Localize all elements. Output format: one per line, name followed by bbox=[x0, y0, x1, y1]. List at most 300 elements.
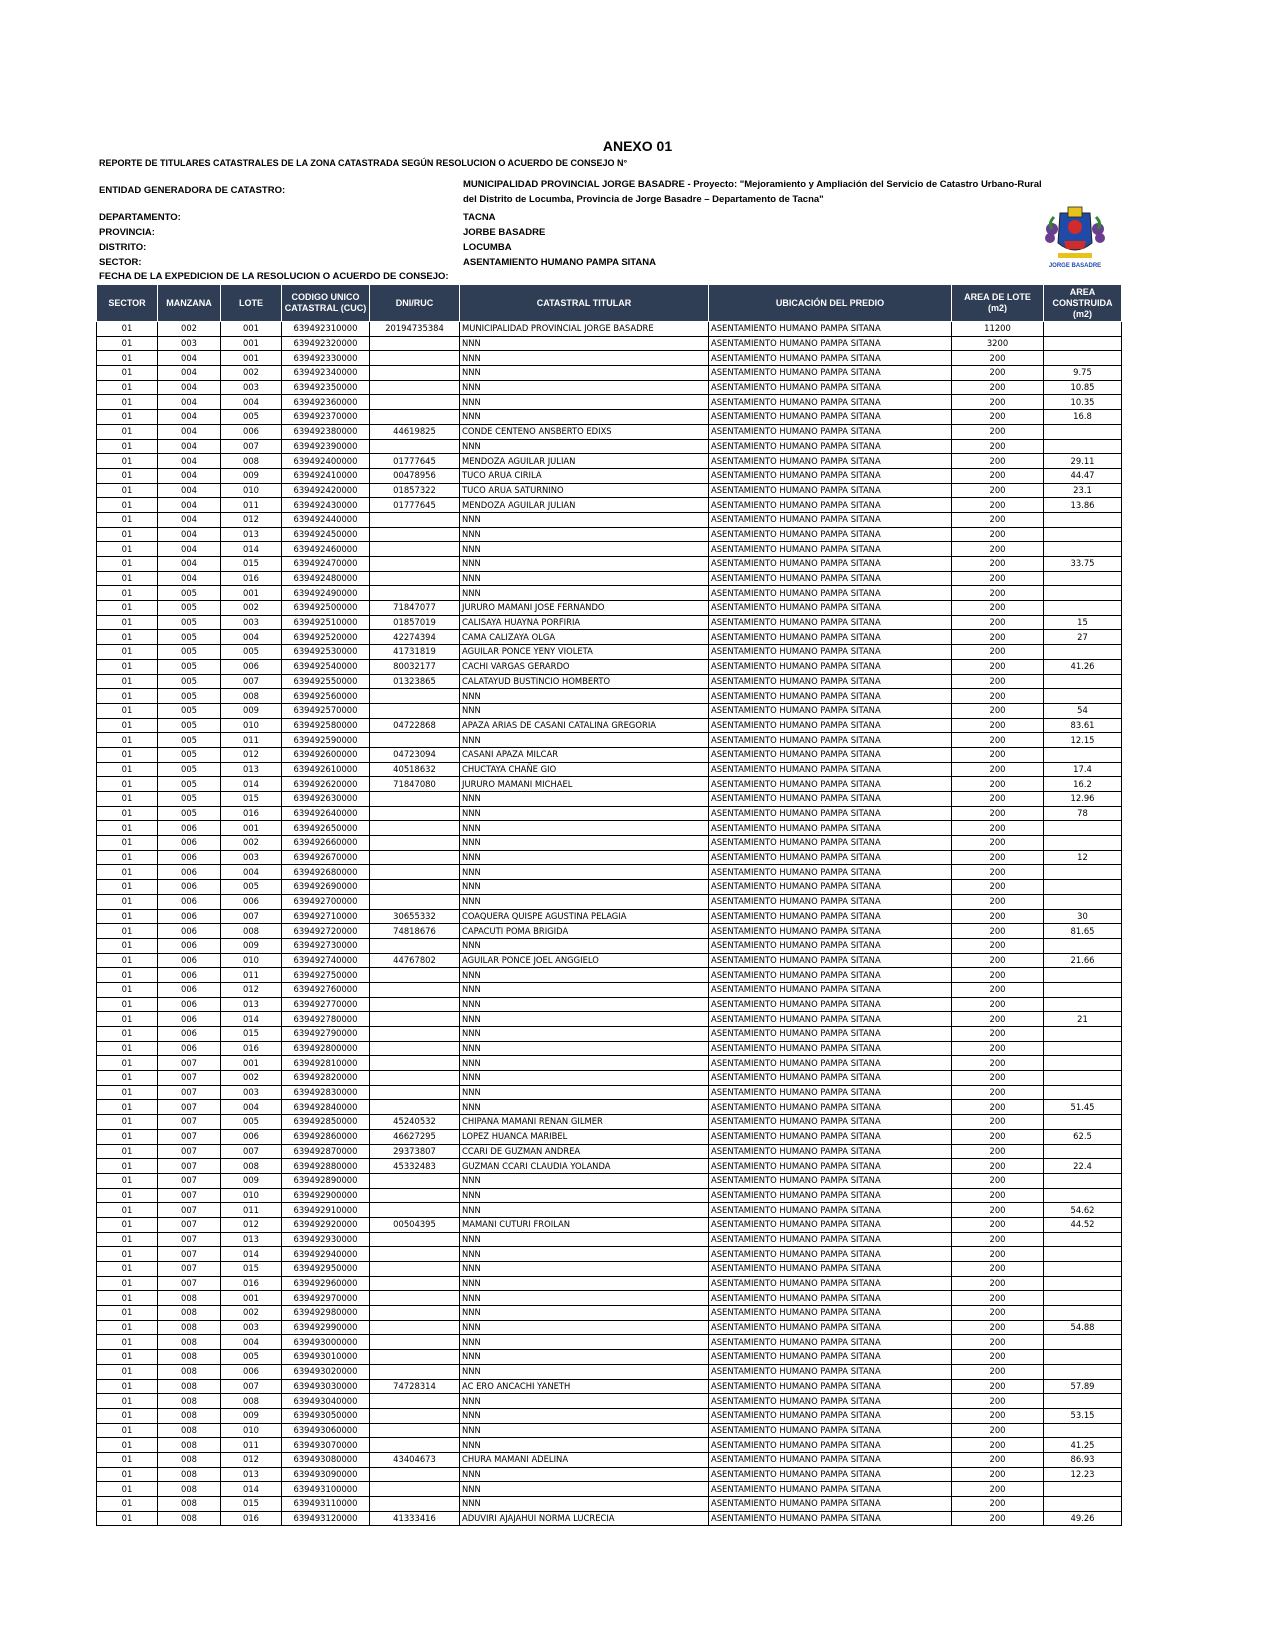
cell-ubicacion: ASENTAMIENTO HUMANO PAMPA SITANA bbox=[709, 380, 952, 395]
cell-sector: 01 bbox=[97, 924, 158, 939]
cell-cuc: 639492430000 bbox=[282, 498, 370, 513]
cell-ubicacion: ASENTAMIENTO HUMANO PAMPA SITANA bbox=[709, 1027, 952, 1042]
header-lote: LOTE bbox=[221, 285, 282, 322]
cell-titular: NNN bbox=[460, 1306, 709, 1321]
cell-manzana: 005 bbox=[158, 689, 221, 704]
table-row bbox=[97, 1159, 1122, 1174]
cell-lote: 003 bbox=[221, 380, 282, 395]
cell-dni-ruc bbox=[370, 557, 460, 572]
cell-area-construida bbox=[1044, 512, 1122, 527]
cell-ubicacion: ASENTAMIENTO HUMANO PAMPA SITANA bbox=[709, 424, 952, 439]
cell-manzana: 008 bbox=[158, 1364, 221, 1379]
cell-ubicacion: ASENTAMIENTO HUMANO PAMPA SITANA bbox=[709, 1364, 952, 1379]
table-row bbox=[97, 1217, 1122, 1232]
cell-dni-ruc: 01857019 bbox=[370, 615, 460, 630]
cell-area-construida: 86.93 bbox=[1044, 1452, 1122, 1467]
cell-area-lote: 200 bbox=[952, 1203, 1044, 1218]
cell-area-lote: 200 bbox=[952, 997, 1044, 1012]
cell-area-lote: 200 bbox=[952, 689, 1044, 704]
cell-lote: 007 bbox=[221, 1379, 282, 1394]
cell-dni-ruc: 74728314 bbox=[370, 1379, 460, 1394]
cell-lote: 016 bbox=[221, 1511, 282, 1526]
cell-sector: 01 bbox=[97, 1203, 158, 1218]
report-title: REPORTE DE TITULARES CATASTRALES DE LA ZONA CATASTRADA SEGÚN RESOLUCION O ACUERDO DE CONSEJO N° bbox=[99, 158, 628, 168]
cell-cuc: 639492720000 bbox=[282, 924, 370, 939]
table-row bbox=[97, 1115, 1122, 1130]
cell-sector: 01 bbox=[97, 571, 158, 586]
cell-cuc: 639492890000 bbox=[282, 1173, 370, 1188]
cell-area-construida bbox=[1044, 747, 1122, 762]
cell-titular: NNN bbox=[460, 557, 709, 572]
cell-lote: 009 bbox=[221, 938, 282, 953]
table-row bbox=[97, 777, 1122, 792]
cell-titular: NNN bbox=[460, 512, 709, 527]
cell-manzana: 007 bbox=[158, 1217, 221, 1232]
cell-ubicacion: ASENTAMIENTO HUMANO PAMPA SITANA bbox=[709, 1306, 952, 1321]
cell-lote: 002 bbox=[221, 1071, 282, 1086]
table-row bbox=[97, 747, 1122, 762]
cell-area-construida: 83.61 bbox=[1044, 718, 1122, 733]
table-row bbox=[97, 1188, 1122, 1203]
table-row bbox=[97, 351, 1122, 366]
cell-sector: 01 bbox=[97, 747, 158, 762]
cell-dni-ruc bbox=[370, 1027, 460, 1042]
table-row bbox=[97, 1262, 1122, 1277]
table-body bbox=[97, 322, 1122, 1526]
cell-ubicacion: ASENTAMIENTO HUMANO PAMPA SITANA bbox=[709, 512, 952, 527]
cell-ubicacion: ASENTAMIENTO HUMANO PAMPA SITANA bbox=[709, 865, 952, 880]
cell-ubicacion: ASENTAMIENTO HUMANO PAMPA SITANA bbox=[709, 1320, 952, 1335]
cell-titular: NNN bbox=[460, 1173, 709, 1188]
cell-area-construida: 12.23 bbox=[1044, 1467, 1122, 1482]
cell-sector: 01 bbox=[97, 1276, 158, 1291]
table-header-row bbox=[97, 285, 1122, 322]
departamento-label: DEPARTAMENTO: bbox=[99, 212, 181, 223]
cell-area-lote: 200 bbox=[952, 880, 1044, 895]
cell-manzana: 008 bbox=[158, 1511, 221, 1526]
table-row bbox=[97, 1203, 1122, 1218]
cell-cuc: 639492470000 bbox=[282, 557, 370, 572]
cell-lote: 015 bbox=[221, 1027, 282, 1042]
table-row bbox=[97, 1291, 1122, 1306]
cell-area-lote: 200 bbox=[952, 938, 1044, 953]
cell-titular: NNN bbox=[460, 1423, 709, 1438]
cell-titular: NNN bbox=[460, 1232, 709, 1247]
cell-area-construida: 21 bbox=[1044, 1012, 1122, 1027]
cell-titular: NNN bbox=[460, 1056, 709, 1071]
cell-manzana: 006 bbox=[158, 836, 221, 851]
cell-area-construida bbox=[1044, 1027, 1122, 1042]
cell-area-lote: 200 bbox=[952, 1482, 1044, 1497]
table-row bbox=[97, 1408, 1122, 1423]
cell-manzana: 006 bbox=[158, 1012, 221, 1027]
cell-manzana: 005 bbox=[158, 792, 221, 807]
cell-area-lote: 200 bbox=[952, 1115, 1044, 1130]
table-row bbox=[97, 821, 1122, 836]
cell-area-construida bbox=[1044, 1085, 1122, 1100]
cell-lote: 014 bbox=[221, 1247, 282, 1262]
cell-lote: 007 bbox=[221, 1144, 282, 1159]
cell-area-lote: 3200 bbox=[952, 336, 1044, 351]
table-row bbox=[97, 1247, 1122, 1262]
cell-manzana: 006 bbox=[158, 982, 221, 997]
cell-manzana: 007 bbox=[158, 1232, 221, 1247]
cell-sector: 01 bbox=[97, 351, 158, 366]
cell-sector: 01 bbox=[97, 615, 158, 630]
cell-dni-ruc bbox=[370, 1085, 460, 1100]
table-row bbox=[97, 483, 1122, 498]
cell-cuc: 639492860000 bbox=[282, 1129, 370, 1144]
cell-sector: 01 bbox=[97, 1350, 158, 1365]
header-titular: CATASTRAL TITULAR bbox=[460, 285, 709, 322]
cell-sector: 01 bbox=[97, 1408, 158, 1423]
cell-titular: NNN bbox=[460, 689, 709, 704]
cell-area-lote: 200 bbox=[952, 792, 1044, 807]
cell-lote: 006 bbox=[221, 894, 282, 909]
cell-area-lote: 200 bbox=[952, 1394, 1044, 1409]
cell-ubicacion: ASENTAMIENTO HUMANO PAMPA SITANA bbox=[709, 1497, 952, 1512]
header-area-lote: AREA DE LOTE (m2) bbox=[952, 285, 1044, 322]
cell-dni-ruc bbox=[370, 366, 460, 381]
cell-area-construida bbox=[1044, 1335, 1122, 1350]
cell-manzana: 006 bbox=[158, 850, 221, 865]
cell-titular: JURURO MAMANI MICHAEL bbox=[460, 777, 709, 792]
cell-ubicacion: ASENTAMIENTO HUMANO PAMPA SITANA bbox=[709, 1379, 952, 1394]
cell-ubicacion: ASENTAMIENTO HUMANO PAMPA SITANA bbox=[709, 1408, 952, 1423]
cell-dni-ruc bbox=[370, 542, 460, 557]
cell-area-lote: 200 bbox=[952, 380, 1044, 395]
cell-dni-ruc bbox=[370, 1173, 460, 1188]
cell-lote: 004 bbox=[221, 1335, 282, 1350]
cell-ubicacion: ASENTAMIENTO HUMANO PAMPA SITANA bbox=[709, 1452, 952, 1467]
cell-manzana: 004 bbox=[158, 498, 221, 513]
cell-lote: 008 bbox=[221, 1394, 282, 1409]
cell-cuc: 639492630000 bbox=[282, 792, 370, 807]
cell-sector: 01 bbox=[97, 836, 158, 851]
cell-lote: 010 bbox=[221, 483, 282, 498]
cell-titular: NNN bbox=[460, 982, 709, 997]
cell-sector: 01 bbox=[97, 468, 158, 483]
cell-area-construida: 54 bbox=[1044, 703, 1122, 718]
cell-area-lote: 200 bbox=[952, 1335, 1044, 1350]
table-row bbox=[97, 1306, 1122, 1321]
cell-sector: 01 bbox=[97, 982, 158, 997]
cell-cuc: 639492480000 bbox=[282, 571, 370, 586]
cell-dni-ruc: 29373807 bbox=[370, 1144, 460, 1159]
logo-text: JORGE BASADRE bbox=[1048, 263, 1102, 269]
cell-dni-ruc bbox=[370, 1203, 460, 1218]
cell-manzana: 006 bbox=[158, 894, 221, 909]
cell-manzana: 004 bbox=[158, 468, 221, 483]
cell-lote: 012 bbox=[221, 512, 282, 527]
cell-titular: NNN bbox=[460, 1350, 709, 1365]
cell-lote: 005 bbox=[221, 645, 282, 660]
cell-cuc: 639492700000 bbox=[282, 894, 370, 909]
cell-sector: 01 bbox=[97, 1394, 158, 1409]
cell-area-construida bbox=[1044, 601, 1122, 616]
cell-sector: 01 bbox=[97, 894, 158, 909]
cell-area-lote: 200 bbox=[952, 1452, 1044, 1467]
cell-area-lote: 200 bbox=[952, 1056, 1044, 1071]
cell-sector: 01 bbox=[97, 366, 158, 381]
cell-ubicacion: ASENTAMIENTO HUMANO PAMPA SITANA bbox=[709, 351, 952, 366]
cell-dni-ruc bbox=[370, 1408, 460, 1423]
cell-cuc: 639493120000 bbox=[282, 1511, 370, 1526]
table-row bbox=[97, 424, 1122, 439]
cell-area-construida: 10.85 bbox=[1044, 380, 1122, 395]
cell-dni-ruc bbox=[370, 1056, 460, 1071]
cell-dni-ruc bbox=[370, 1320, 460, 1335]
cell-cuc: 639492440000 bbox=[282, 512, 370, 527]
cell-ubicacion: ASENTAMIENTO HUMANO PAMPA SITANA bbox=[709, 909, 952, 924]
cell-cuc: 639493080000 bbox=[282, 1452, 370, 1467]
cell-lote: 009 bbox=[221, 1173, 282, 1188]
cell-titular: CHIPANA MAMANI RENAN GILMER bbox=[460, 1115, 709, 1130]
cell-ubicacion: ASENTAMIENTO HUMANO PAMPA SITANA bbox=[709, 1262, 952, 1277]
cell-area-lote: 200 bbox=[952, 850, 1044, 865]
cell-lote: 004 bbox=[221, 865, 282, 880]
cell-cuc: 639492970000 bbox=[282, 1291, 370, 1306]
cell-area-construida bbox=[1044, 1173, 1122, 1188]
cell-lote: 011 bbox=[221, 1203, 282, 1218]
cell-lote: 003 bbox=[221, 1320, 282, 1335]
cell-titular: NNN bbox=[460, 336, 709, 351]
cell-cuc: 639492940000 bbox=[282, 1247, 370, 1262]
cell-dni-ruc bbox=[370, 1071, 460, 1086]
cell-area-lote: 200 bbox=[952, 1320, 1044, 1335]
cell-manzana: 006 bbox=[158, 968, 221, 983]
cell-ubicacion: ASENTAMIENTO HUMANO PAMPA SITANA bbox=[709, 1350, 952, 1365]
cell-ubicacion: ASENTAMIENTO HUMANO PAMPA SITANA bbox=[709, 703, 952, 718]
cell-cuc: 639492930000 bbox=[282, 1232, 370, 1247]
cell-sector: 01 bbox=[97, 410, 158, 425]
cell-area-lote: 200 bbox=[952, 1217, 1044, 1232]
cell-lote: 002 bbox=[221, 1306, 282, 1321]
cell-titular: NNN bbox=[460, 1335, 709, 1350]
cell-dni-ruc bbox=[370, 850, 460, 865]
cell-area-construida bbox=[1044, 689, 1122, 704]
cell-cuc: 639493100000 bbox=[282, 1482, 370, 1497]
cell-titular: NNN bbox=[460, 586, 709, 601]
cell-manzana: 004 bbox=[158, 454, 221, 469]
cell-titular: AC ERO ANCACHI YANETH bbox=[460, 1379, 709, 1394]
cell-lote: 014 bbox=[221, 1012, 282, 1027]
cell-cuc: 639493000000 bbox=[282, 1335, 370, 1350]
cell-titular: NNN bbox=[460, 1364, 709, 1379]
cell-area-lote: 200 bbox=[952, 366, 1044, 381]
cell-lote: 014 bbox=[221, 1482, 282, 1497]
page-title: ANEXO 01 bbox=[602, 138, 673, 154]
cell-manzana: 008 bbox=[158, 1467, 221, 1482]
cell-ubicacion: ASENTAMIENTO HUMANO PAMPA SITANA bbox=[709, 659, 952, 674]
cell-area-lote: 200 bbox=[952, 894, 1044, 909]
cell-ubicacion: ASENTAMIENTO HUMANO PAMPA SITANA bbox=[709, 468, 952, 483]
cell-ubicacion: ASENTAMIENTO HUMANO PAMPA SITANA bbox=[709, 1394, 952, 1409]
cell-cuc: 639492840000 bbox=[282, 1100, 370, 1115]
cell-manzana: 007 bbox=[158, 1203, 221, 1218]
cell-area-lote: 200 bbox=[952, 512, 1044, 527]
cell-ubicacion: ASENTAMIENTO HUMANO PAMPA SITANA bbox=[709, 601, 952, 616]
cell-dni-ruc bbox=[370, 1438, 460, 1453]
table-row bbox=[97, 410, 1122, 425]
cell-lote: 010 bbox=[221, 1423, 282, 1438]
cell-manzana: 004 bbox=[158, 439, 221, 454]
cell-area-lote: 200 bbox=[952, 733, 1044, 748]
cell-dni-ruc bbox=[370, 395, 460, 410]
cell-ubicacion: ASENTAMIENTO HUMANO PAMPA SITANA bbox=[709, 1056, 952, 1071]
cell-lote: 007 bbox=[221, 909, 282, 924]
table-row bbox=[97, 982, 1122, 997]
cell-manzana: 005 bbox=[158, 718, 221, 733]
cell-titular: MAMANI CUTURI FROILAN bbox=[460, 1217, 709, 1232]
table-row bbox=[97, 630, 1122, 645]
cell-dni-ruc bbox=[370, 1335, 460, 1350]
cell-titular: NNN bbox=[460, 351, 709, 366]
cell-lote: 012 bbox=[221, 747, 282, 762]
cell-cuc: 639492410000 bbox=[282, 468, 370, 483]
cell-area-construida: 12.96 bbox=[1044, 792, 1122, 807]
cell-manzana: 008 bbox=[158, 1482, 221, 1497]
table-row bbox=[97, 1482, 1122, 1497]
cell-titular: CASANI APAZA MILCAR bbox=[460, 747, 709, 762]
cell-sector: 01 bbox=[97, 645, 158, 660]
cell-area-construida bbox=[1044, 894, 1122, 909]
cell-titular: NNN bbox=[460, 865, 709, 880]
cell-titular: MENDOZA AGUILAR JULIAN bbox=[460, 498, 709, 513]
cell-ubicacion: ASENTAMIENTO HUMANO PAMPA SITANA bbox=[709, 1188, 952, 1203]
header-cuc: CODIGO UNICO CATASTRAL (CUC) bbox=[282, 285, 370, 322]
cell-cuc: 639492330000 bbox=[282, 351, 370, 366]
cell-cuc: 639492760000 bbox=[282, 982, 370, 997]
cell-cuc: 639492750000 bbox=[282, 968, 370, 983]
cell-sector: 01 bbox=[97, 439, 158, 454]
cell-titular: NNN bbox=[460, 1497, 709, 1512]
cell-lote: 001 bbox=[221, 1291, 282, 1306]
cell-sector: 01 bbox=[97, 659, 158, 674]
cell-lote: 016 bbox=[221, 806, 282, 821]
table-row bbox=[97, 468, 1122, 483]
cell-area-construida bbox=[1044, 1056, 1122, 1071]
cell-cuc: 639492340000 bbox=[282, 366, 370, 381]
table-row bbox=[97, 557, 1122, 572]
cell-lote: 007 bbox=[221, 674, 282, 689]
table-row bbox=[97, 880, 1122, 895]
cell-cuc: 639492990000 bbox=[282, 1320, 370, 1335]
cell-titular: NNN bbox=[460, 1188, 709, 1203]
cell-titular: NNN bbox=[460, 1027, 709, 1042]
cell-area-construida bbox=[1044, 1306, 1122, 1321]
table-row bbox=[97, 1335, 1122, 1350]
cell-ubicacion: ASENTAMIENTO HUMANO PAMPA SITANA bbox=[709, 586, 952, 601]
cell-area-lote: 200 bbox=[952, 1408, 1044, 1423]
cell-ubicacion: ASENTAMIENTO HUMANO PAMPA SITANA bbox=[709, 1012, 952, 1027]
cell-area-construida bbox=[1044, 1247, 1122, 1262]
cell-lote: 013 bbox=[221, 527, 282, 542]
cell-area-construida bbox=[1044, 322, 1122, 337]
cell-manzana: 007 bbox=[158, 1129, 221, 1144]
cell-dni-ruc bbox=[370, 336, 460, 351]
cell-ubicacion: ASENTAMIENTO HUMANO PAMPA SITANA bbox=[709, 968, 952, 983]
cell-manzana: 004 bbox=[158, 527, 221, 542]
table-row bbox=[97, 615, 1122, 630]
cell-titular: NNN bbox=[460, 1394, 709, 1409]
cell-manzana: 007 bbox=[158, 1071, 221, 1086]
cell-lote: 012 bbox=[221, 1452, 282, 1467]
table-row bbox=[97, 1394, 1122, 1409]
cell-sector: 01 bbox=[97, 1452, 158, 1467]
cell-titular: NNN bbox=[460, 1203, 709, 1218]
cell-area-lote: 200 bbox=[952, 1350, 1044, 1365]
cell-dni-ruc: 00504395 bbox=[370, 1217, 460, 1232]
cell-area-construida: 12.15 bbox=[1044, 733, 1122, 748]
cell-dni-ruc bbox=[370, 586, 460, 601]
cell-cuc: 639493050000 bbox=[282, 1408, 370, 1423]
cell-dni-ruc: 44767802 bbox=[370, 953, 460, 968]
cell-ubicacion: ASENTAMIENTO HUMANO PAMPA SITANA bbox=[709, 645, 952, 660]
cell-dni-ruc: 41333416 bbox=[370, 1511, 460, 1526]
cell-dni-ruc bbox=[370, 1262, 460, 1277]
cell-sector: 01 bbox=[97, 1115, 158, 1130]
cell-cuc: 639492980000 bbox=[282, 1306, 370, 1321]
cell-sector: 01 bbox=[97, 792, 158, 807]
cell-dni-ruc: 80032177 bbox=[370, 659, 460, 674]
cell-lote: 015 bbox=[221, 557, 282, 572]
cell-area-lote: 200 bbox=[952, 1511, 1044, 1526]
cell-lote: 016 bbox=[221, 571, 282, 586]
cell-lote: 009 bbox=[221, 1408, 282, 1423]
cell-manzana: 007 bbox=[158, 1188, 221, 1203]
cell-dni-ruc bbox=[370, 703, 460, 718]
cell-sector: 01 bbox=[97, 1071, 158, 1086]
cell-area-lote: 200 bbox=[952, 586, 1044, 601]
cell-lote: 013 bbox=[221, 762, 282, 777]
cell-area-lote: 200 bbox=[952, 1467, 1044, 1482]
table-row bbox=[97, 527, 1122, 542]
cell-dni-ruc bbox=[370, 806, 460, 821]
cell-titular: CHUCTAYA CHAÑE GIO bbox=[460, 762, 709, 777]
cell-sector: 01 bbox=[97, 512, 158, 527]
table-row bbox=[97, 806, 1122, 821]
cell-dni-ruc bbox=[370, 1291, 460, 1306]
cell-titular: JURURO MAMANI JOSE FERNANDO bbox=[460, 601, 709, 616]
cell-cuc: 639492730000 bbox=[282, 938, 370, 953]
cell-sector: 01 bbox=[97, 674, 158, 689]
cell-manzana: 006 bbox=[158, 909, 221, 924]
cell-cuc: 639492680000 bbox=[282, 865, 370, 880]
cell-cuc: 639492670000 bbox=[282, 850, 370, 865]
cell-dni-ruc bbox=[370, 982, 460, 997]
cell-cuc: 639492500000 bbox=[282, 601, 370, 616]
cell-cuc: 639492370000 bbox=[282, 410, 370, 425]
table-row bbox=[97, 454, 1122, 469]
cell-dni-ruc bbox=[370, 410, 460, 425]
header-area-construida: AREA CONSTRUIDA (m2) bbox=[1044, 285, 1122, 322]
cell-lote: 006 bbox=[221, 1364, 282, 1379]
cell-area-construida bbox=[1044, 880, 1122, 895]
cell-titular: NNN bbox=[460, 1247, 709, 1262]
entity-value: MUNICIPALIDAD PROVINCIAL JORGE BASADRE - Proyecto: "Mejoramiento y Ampliación del Servicio de Catastro Urbano-Rural del Distrito de Locumba, Provincia de Jorge Basadre – Departamento de Tacna" bbox=[463, 179, 1042, 205]
cell-area-lote: 200 bbox=[952, 718, 1044, 733]
cell-dni-ruc bbox=[370, 689, 460, 704]
cell-ubicacion: ASENTAMIENTO HUMANO PAMPA SITANA bbox=[709, 718, 952, 733]
table-row bbox=[97, 762, 1122, 777]
cell-area-lote: 200 bbox=[952, 557, 1044, 572]
cell-titular: NNN bbox=[460, 1482, 709, 1497]
cell-titular: NNN bbox=[460, 1041, 709, 1056]
table-row bbox=[97, 571, 1122, 586]
cell-lote: 008 bbox=[221, 689, 282, 704]
cell-sector: 01 bbox=[97, 1085, 158, 1100]
